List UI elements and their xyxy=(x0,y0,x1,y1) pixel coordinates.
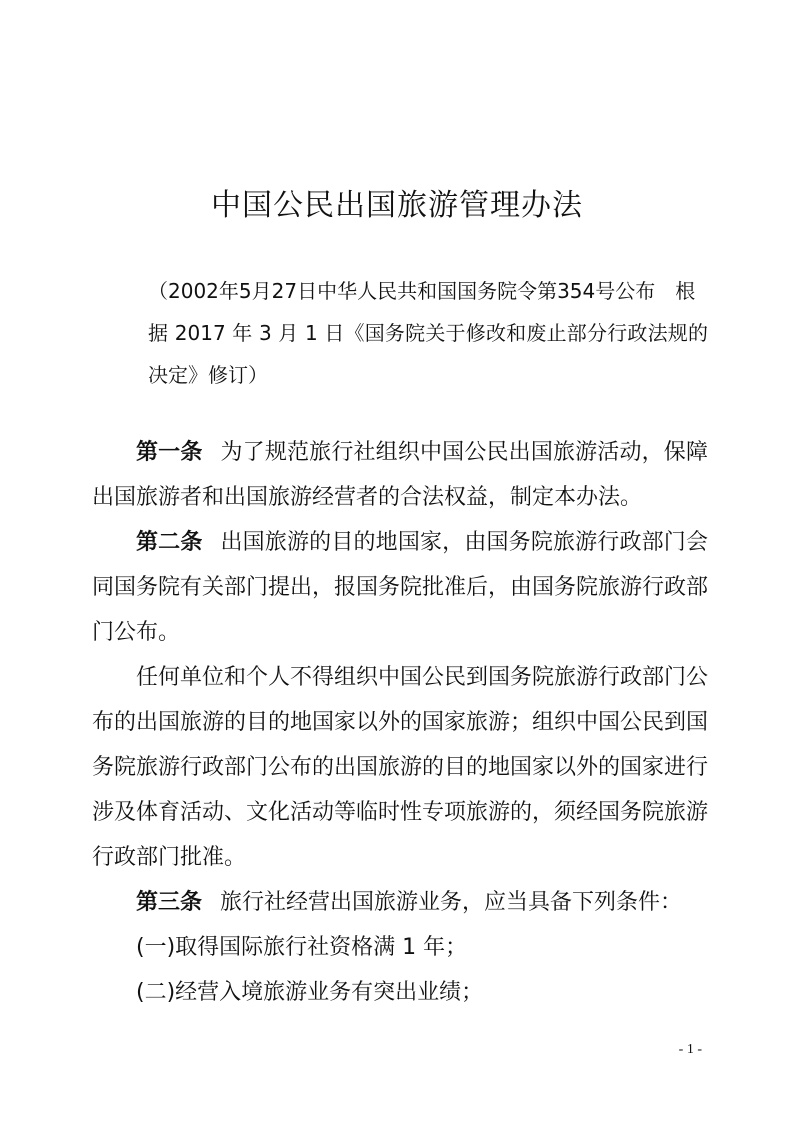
article-1-label: 第一条 xyxy=(136,440,203,465)
subtitle-line-1: （2002年5月27日中华人民共和国国务院令第354号公布 根 xyxy=(148,279,696,303)
subtitle-rest: 据 2017 年 3 月 1 日《国务院关于修改和废止部分行政法规的决定》修订） xyxy=(148,321,708,387)
article-3 xyxy=(92,880,708,925)
article-2-paragraph-2: 任何单位和个人不得组织中国公民到国务院旅游行政部门公布的出国旅游的目的地国家以外的国家旅游；组织中国公民到国务院旅游行政部门公布的出国旅游的目的地国家以外的国家进行涉及体育活动、文化活动等临时性专项旅游的，须经国务院旅游行政部门批准。 xyxy=(92,665,709,870)
document-body xyxy=(92,430,708,1015)
condition-item-2: (二)经营入境旅游业务有突出业绩； xyxy=(136,980,484,1005)
article-3-label: 第三条 xyxy=(136,890,203,915)
article-2-label: 第二条 xyxy=(136,530,203,555)
article-2 xyxy=(92,520,708,655)
article-1-text: 为了规范旅行社组织中国公民出国旅游活动，保障出国旅游者和出国旅游经营者的合法权益，制定本办法。 xyxy=(92,440,708,510)
page-number: - 1 - xyxy=(678,1042,702,1057)
condition-item-1: (一)取得国际旅行社资格满 1 年； xyxy=(136,935,468,960)
article-2-text: 出国旅游的目的地国家，由国务院旅游行政部门会同国务院有关部门提出，报国务院批准后，由国务院旅游行政部门公布。 xyxy=(92,530,709,645)
document-subtitle xyxy=(148,270,708,396)
document-title: 中国公民出国旅游管理办法 xyxy=(211,188,583,223)
article-3-text: 旅行社经营出国旅游业务，应当具备下列条件： xyxy=(220,890,683,915)
article-1 xyxy=(92,430,708,520)
